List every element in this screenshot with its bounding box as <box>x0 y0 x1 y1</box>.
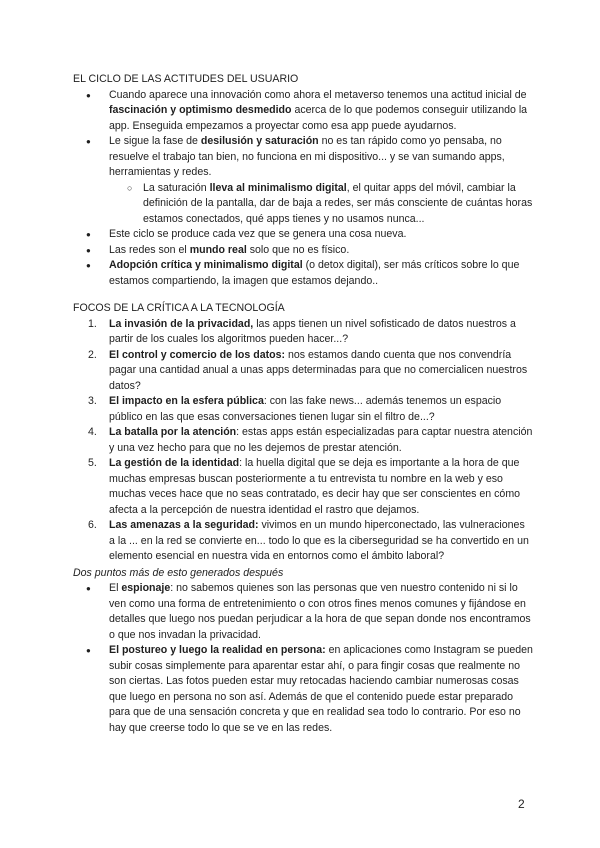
list-item: ● Este ciclo se produce cada vez que se genera una cosa nueva. <box>73 227 533 243</box>
list-item: ● Le sigue la fase de desilusión y saturación no es tan rápido como yo pensaba, no resuelve el trabajo tan bien, no funciona en mi dispositivo... y se van sumando apps, herramientas y redes. ○ La saturación lleva al minimalismo digital, el quitar apps del móvil, cambiar la definición de la pantalla, dar de baja a redes, ser más consciente de cuántas horas estamos conectados, qué apps tienes y no usamos nunca... <box>73 134 533 227</box>
sub-list-item: ○ La saturación lleva al minimalismo digital, el quitar apps del móvil, cambiar la definición de la pantalla, dar de baja a redes, ser más consciente de cuántas horas estamos conectados, qué apps tienes y no usamos nunca... <box>73 181 533 228</box>
numbered-item: 3. El impacto en la esfera pública: con las fake news... además tenemos un espacio público en las que esas conversaciones tienen lugar sin el filtro de...? <box>88 395 502 423</box>
numbered-item: 6. Las amenazas a la seguridad: vivimos en un mundo hiperconectado, las vulneraciones a la ... en la red se convierte en... todo lo que es la ciberseguridad se ha convertido en un elemento esencial en nuestra vida en entornos como el ámbito laboral? <box>88 519 529 562</box>
list-item: ● El postureo y luego la realidad en persona: en aplicaciones como Instagram se pueden subir cosas simplemente para aparentar estar ahí, o para fingir cosas que realmente no son ciertas. Las fotos pueden estar muy retocadas haciendo cambiar numerosas cosas que luego en persona no son así. Además de que el contenido puede estar preparado para que de una sensación concreta y que en realidad sea todo lo contrario. Por eso no hay que creerse todo lo que se ve en las redes. <box>73 643 533 736</box>
section-title-focos: FOCOS DE LA CRÍTICA A LA TECNOLOGÍA <box>73 302 285 314</box>
focos-list <box>73 317 533 565</box>
list-item: ● Cuando aparece una innovación como ahora el metaverso tenemos una actitud inicial de fascinación y optimismo desmedido acerca de lo que podemos conseguir utilizando la app. Enseguida empezamos a proyectar como esa app puede ayudarnos. <box>73 88 533 135</box>
section-title-ciclo: EL CICLO DE LAS ACTITUDES DEL USUARIO <box>73 73 299 85</box>
numbered-item: 4. La batalla por la atención: estas apps están especializadas para captar nuestra atención y una vez hecho para que no les dejemos de prestar atención. <box>88 426 533 454</box>
extra-list <box>73 581 533 736</box>
numbered-item: 5. La gestión de la identidad: la huella digital que se deja es importante a la hora de que muchas empresas buscan posteriormente a tu entrevista tu nombre en la web y eso muchas veces hace que no seas contratado, es decir hay que ser conscientes en cómo afecta a la percepción de nuestra identidad el rastro que dejamos. <box>88 457 521 516</box>
page-content <box>73 72 533 736</box>
list-item: ● El espionaje: no sabemos quienes son las personas que ven nuestro contenido ni si lo ven como una forma de entretenimiento o con otros fines menos comunes y fijándose en detalles que luego nos puedan perjudicar a la hora de que sepan donde nos encontramos o que nos invadan la privacidad. <box>73 581 533 643</box>
numbered-item: 2. El control y comercio de los datos: nos estamos dando cuenta que nos convendría pagar una cantidad anual a unas apps determinadas para que no comercialicen nuestros datos? <box>88 348 528 392</box>
numbered-item: 1. La invasión de la privacidad, las apps tienen un nivel sofisticado de datos nuestros a partir de los cuales los algoritmos pueden hacer...? <box>88 317 516 345</box>
list-item: ● Las redes son el mundo real solo que no es físico. <box>73 243 533 259</box>
page-number: 2 <box>518 797 525 811</box>
list-item: ● Adopción crítica y minimalismo digital (o detox digital), ser más críticos sobre lo que estamos compartiendo, la imagen que estamos dejando.. <box>73 258 533 289</box>
italic-note: Dos puntos más de esto generados después <box>73 566 284 579</box>
sub-list <box>73 181 533 228</box>
ciclo-list <box>73 88 533 290</box>
